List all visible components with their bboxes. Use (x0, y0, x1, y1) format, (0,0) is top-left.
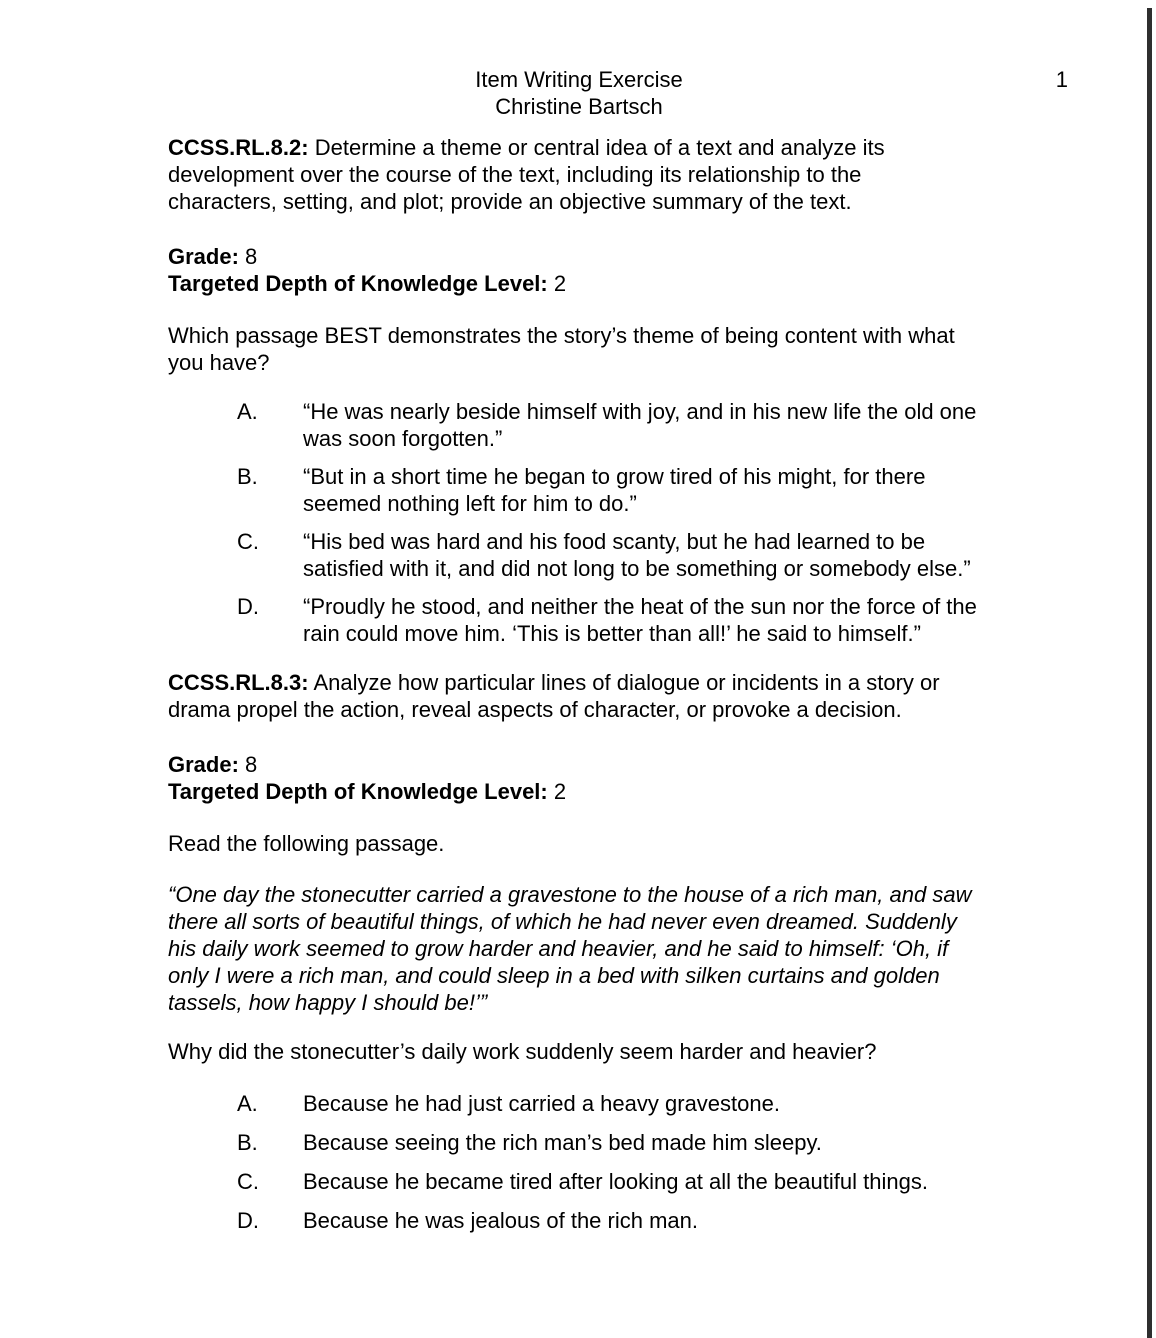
grade-line-1 (168, 243, 990, 270)
option-2c (168, 1168, 990, 1195)
item-1-meta (168, 243, 990, 297)
document-author: Christine Bartsch (495, 94, 663, 119)
scan-edge-artifact (1147, 8, 1152, 1338)
option-1b-text: “But in a short time he began to grow tired of his might, for there seemed nothing left for him to do.” (303, 464, 926, 516)
option-2d-text: Because he was jealous of the rich man. (303, 1208, 699, 1233)
dok-line-2 (168, 778, 990, 805)
grade-value-2: 8 (245, 752, 258, 777)
document-title: Item Writing Exercise (475, 67, 683, 92)
option-2a-letter: A. (237, 1091, 258, 1116)
option-2d (168, 1207, 990, 1234)
standard-code-2: CCSS.RL.8.3: (168, 670, 309, 695)
option-1d-text: “Proudly he stood, and neither the heat of the sun nor the force of the rain could move him. ‘This is better than all!’ he said to himself.” (303, 594, 977, 646)
option-1c-text: “His bed was hard and his food scanty, but he had learned to be satisfied with it, and did not long to be something or somebody else.” (303, 529, 971, 581)
reading-passage: “One day the stonecutter carried a gravestone to the house of a rich man, and saw there all sorts of beautiful things, of which he had never even dreamed. Suddenly his daily work seemed to grow harder and heavier, and he said to himself: ‘Oh, if only I were a rich man, and could sleep in a bed with silken curtains and golden tassels, how happy I should be!’” (168, 882, 972, 1015)
option-1b (168, 463, 990, 517)
option-1b-letter: B. (237, 464, 258, 489)
item-2-meta (168, 751, 990, 805)
question-stem-1: Which passage BEST demonstrates the story’s theme of being content with what you have? (168, 323, 955, 375)
page-number: 1 (1055, 67, 1068, 92)
standard-text-1: Determine a theme or central idea of a text and analyze its development over the course of the text, including its relationship to the characters, setting, and plot; provide an objective summary of the text. (168, 135, 885, 214)
answer-options-1 (168, 398, 990, 647)
grade-label-2: Grade: (168, 752, 239, 777)
dok-label-2: Targeted Depth of Knowledge Level: (168, 779, 548, 804)
grade-line-2 (168, 751, 990, 778)
grade-label-1: Grade: (168, 244, 239, 269)
document-header (168, 66, 990, 120)
standard-paragraph-2 (168, 669, 990, 723)
option-1d (168, 593, 990, 647)
standard-code-1: CCSS.RL.8.2: (168, 135, 309, 160)
option-2d-letter: D. (237, 1208, 259, 1233)
option-2c-text: Because he became tired after looking at all the beautiful things. (303, 1169, 928, 1194)
dok-value-1: 2 (553, 271, 567, 296)
dok-line-1 (168, 270, 990, 297)
answer-options-2 (168, 1090, 990, 1234)
option-1c (168, 528, 990, 582)
read-instruction: Read the following passage. (168, 831, 445, 856)
option-1c-letter: C. (237, 529, 259, 554)
option-1d-letter: D. (237, 594, 259, 619)
option-2b-letter: B. (237, 1130, 258, 1155)
question-stem-2: Why did the stonecutter’s daily work suddenly seem harder and heavier? (168, 1039, 877, 1064)
option-1a-letter: A. (237, 399, 258, 424)
option-1a-text: “He was nearly beside himself with joy, and in his new life the old one was soon forgotten.” (303, 399, 977, 451)
document-content (168, 66, 990, 1246)
dok-label-1: Targeted Depth of Knowledge Level: (168, 271, 548, 296)
assessment-item-2 (168, 669, 990, 1234)
option-2c-letter: C. (237, 1169, 259, 1194)
assessment-item-1 (168, 134, 990, 647)
option-2a (168, 1090, 990, 1117)
dok-value-2: 2 (553, 779, 567, 804)
option-2a-text: Because he had just carried a heavy gravestone. (303, 1091, 780, 1116)
standard-text-2: Analyze how particular lines of dialogue or incidents in a story or drama propel the action, reveal aspects of character, or provoke a decision. (168, 670, 940, 722)
option-2b-text: Because seeing the rich man’s bed made him sleepy. (303, 1130, 822, 1155)
standard-paragraph-1 (168, 134, 968, 215)
option-2b (168, 1129, 990, 1156)
grade-value-1: 8 (245, 244, 258, 269)
option-1a (168, 398, 990, 452)
